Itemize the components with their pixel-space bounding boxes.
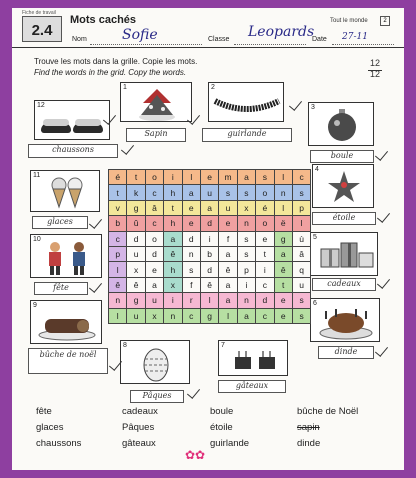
- grid-cell[interactable]: û: [127, 216, 145, 231]
- check-mark: [377, 275, 390, 289]
- picture-card-3: [308, 102, 374, 146]
- grid-cell[interactable]: a: [219, 293, 237, 308]
- grid-cell[interactable]: s: [292, 308, 310, 323]
- grid-cell[interactable]: k: [127, 185, 145, 200]
- grid-cell[interactable]: g: [127, 200, 145, 215]
- grid-cell[interactable]: d: [200, 216, 218, 231]
- grid-cell[interactable]: â: [292, 246, 310, 261]
- grid-cell[interactable]: ê: [219, 262, 237, 277]
- picture-card-10: [30, 234, 102, 278]
- grid-cell[interactable]: e: [274, 293, 292, 308]
- star-icon: [313, 165, 375, 209]
- grid-cell[interactable]: l: [292, 216, 310, 231]
- grid-row: [109, 200, 311, 215]
- grid-cell[interactable]: a: [182, 185, 200, 200]
- grid-cell[interactable]: p: [237, 262, 255, 277]
- grid-cell[interactable]: i: [256, 262, 274, 277]
- word-etoile: étoile: [210, 422, 233, 433]
- grid-cell[interactable]: n: [109, 293, 127, 308]
- worksheet: [12, 8, 404, 470]
- topic-label: Tout le monde: [330, 18, 368, 24]
- word-gateaux: gâteaux: [122, 438, 156, 449]
- answer-box-3[interactable]: boule: [310, 150, 374, 163]
- grid-cell[interactable]: c: [256, 277, 274, 292]
- grid-cell[interactable]: l: [200, 293, 218, 308]
- grid-row: [109, 246, 311, 261]
- grid-cell[interactable]: ê: [274, 262, 292, 277]
- cakes-icon: [219, 341, 289, 377]
- instruction-english: Find the words in the grid. Copy the words.: [34, 68, 187, 77]
- grid-cell[interactable]: g: [127, 293, 145, 308]
- word-guirlande: guirlande: [210, 438, 250, 449]
- grid-cell[interactable]: c: [256, 308, 274, 323]
- check-mark: [375, 147, 388, 161]
- grid-cell[interactable]: l: [182, 170, 200, 185]
- picture-number: 10: [33, 236, 41, 243]
- grid-cell[interactable]: l: [109, 262, 127, 277]
- grid-cell[interactable]: l: [219, 308, 237, 323]
- picture-card-4: [312, 164, 374, 208]
- grid-cell[interactable]: e: [182, 200, 200, 215]
- grid-cell[interactable]: g: [200, 308, 218, 323]
- worksheet-header: [12, 8, 404, 48]
- name-label: Nom: [72, 36, 87, 43]
- word-dinde: dinde: [297, 438, 321, 449]
- grid-cell[interactable]: m: [219, 170, 237, 185]
- grid-cell[interactable]: l: [274, 170, 292, 185]
- grid-cell[interactable]: u: [127, 246, 145, 261]
- date-line: [332, 44, 394, 45]
- grid-cell[interactable]: n: [237, 216, 255, 231]
- grid-cell[interactable]: u: [200, 185, 218, 200]
- answer-box-2[interactable]: guirlande: [202, 128, 292, 142]
- grid-cell[interactable]: d: [200, 262, 218, 277]
- grid-cell[interactable]: â: [145, 200, 163, 215]
- grid-cell[interactable]: s: [292, 185, 310, 200]
- grid-cell[interactable]: ê: [109, 277, 127, 292]
- grid-cell[interactable]: n: [237, 293, 255, 308]
- score-total: 12: [370, 69, 381, 79]
- grid-cell[interactable]: l: [109, 308, 127, 323]
- grid-cell[interactable]: e: [200, 170, 218, 185]
- grid-cell[interactable]: e: [145, 262, 163, 277]
- grid-cell[interactable]: q: [292, 262, 310, 277]
- grid-cell[interactable]: d: [145, 246, 163, 261]
- grid-row: [109, 185, 311, 200]
- picture-card-8: [120, 340, 190, 384]
- grid-cell[interactable]: p: [292, 200, 310, 215]
- grid-cell[interactable]: a: [219, 277, 237, 292]
- grid-cell[interactable]: l: [274, 200, 292, 215]
- grid-cell[interactable]: x: [145, 308, 163, 323]
- grid-cell[interactable]: é: [109, 170, 127, 185]
- picture-number: 6: [313, 300, 317, 307]
- picture-card-6: [310, 298, 380, 342]
- grid-cell[interactable]: c: [182, 308, 200, 323]
- name-field[interactable]: Sofie: [122, 27, 158, 43]
- grid-cell[interactable]: t: [256, 246, 274, 261]
- answer-box-7[interactable]: gâteaux: [218, 380, 286, 393]
- word-paques: Pâques: [122, 422, 155, 433]
- grid-cell[interactable]: i: [164, 293, 182, 308]
- instruction-french: Trouve les mots dans la grille. Copie les mots.: [34, 57, 198, 66]
- lesson-number-badge: 2.4: [22, 16, 62, 42]
- christmas-tree-icon: [121, 83, 193, 123]
- answer-box-10[interactable]: fête: [34, 282, 88, 295]
- grid-cell[interactable]: u: [127, 308, 145, 323]
- grid-cell[interactable]: o: [145, 170, 163, 185]
- picture-number: 12: [37, 102, 45, 109]
- grid-cell[interactable]: a: [219, 246, 237, 261]
- check-mark: [377, 209, 390, 223]
- grid-cell[interactable]: a: [237, 170, 255, 185]
- grid-cell[interactable]: a: [164, 231, 182, 246]
- grid-cell[interactable]: t: [109, 185, 127, 200]
- grid-cell[interactable]: b: [200, 246, 218, 261]
- picture-card-1: [120, 82, 192, 122]
- picture-number: 4: [315, 166, 319, 173]
- grid-cell[interactable]: t: [274, 277, 292, 292]
- grid-cell[interactable]: h: [164, 185, 182, 200]
- grid-cell[interactable]: o: [145, 231, 163, 246]
- yule-log-icon: [31, 301, 103, 345]
- date-label: Date: [312, 36, 327, 43]
- picture-number: 2: [211, 84, 215, 91]
- bauble-icon: [309, 103, 375, 147]
- page-title: Mots cachés: [70, 14, 137, 26]
- grid-cell[interactable]: p: [109, 246, 127, 261]
- grid-row: [109, 216, 311, 231]
- picture-card-7: [218, 340, 288, 376]
- gifts-icon: [311, 233, 379, 277]
- grid-cell[interactable]: n: [164, 308, 182, 323]
- grid-row: [109, 170, 311, 185]
- grid-cell[interactable]: x: [237, 200, 255, 215]
- picture-number: 9: [33, 302, 37, 309]
- word-buche-de-noel: bûche de Noël: [297, 406, 359, 417]
- grid-cell[interactable]: t: [127, 170, 145, 185]
- class-label: Classe: [208, 36, 230, 43]
- grid-cell[interactable]: u: [145, 293, 163, 308]
- word-glaces: glaces: [36, 422, 64, 433]
- grid-cell[interactable]: i: [200, 231, 218, 246]
- picture-number: 3: [311, 104, 315, 111]
- grid-cell[interactable]: o: [256, 185, 274, 200]
- grid-cell[interactable]: c: [292, 170, 310, 185]
- answer-box-8[interactable]: Pâques: [130, 390, 184, 403]
- grid-cell[interactable]: t: [164, 200, 182, 215]
- score-earned: 12: [370, 58, 381, 68]
- grid-cell[interactable]: s: [292, 293, 310, 308]
- grid-row: [109, 308, 311, 323]
- picture-number: 11: [33, 172, 41, 179]
- grid-cell[interactable]: n: [182, 246, 200, 261]
- picture-card-9: [30, 300, 102, 344]
- grid-cell[interactable]: c: [109, 231, 127, 246]
- grid-cell[interactable]: i: [237, 277, 255, 292]
- grid-cell[interactable]: ù: [292, 231, 310, 246]
- word-sapin: sapin: [297, 422, 320, 433]
- word-fete: fête: [36, 406, 52, 417]
- grid-cell[interactable]: x: [164, 277, 182, 292]
- grid-row: [109, 231, 311, 246]
- check-mark: [375, 343, 388, 357]
- picture-card-5: [310, 232, 378, 276]
- check-mark: [121, 141, 134, 155]
- answer-box-5[interactable]: cadeaux: [312, 278, 376, 291]
- topic-box: 2: [380, 16, 390, 26]
- grid-row: [109, 293, 311, 308]
- turkey-dinner-icon: [311, 299, 381, 343]
- class-field[interactable]: Leopards: [248, 24, 315, 40]
- grid-cell[interactable]: f: [182, 277, 200, 292]
- answer-box-9[interactable]: bûche de noël: [28, 348, 108, 374]
- grid-row: [109, 262, 311, 277]
- check-mark: [89, 279, 102, 293]
- grid-cell[interactable]: u: [219, 200, 237, 215]
- grid-cell[interactable]: ë: [274, 216, 292, 231]
- picture-card-12: [34, 100, 110, 140]
- grid-cell[interactable]: g: [274, 231, 292, 246]
- grid-cell[interactable]: s: [237, 231, 255, 246]
- answer-box-4[interactable]: étoile: [312, 212, 376, 225]
- grid-cell[interactable]: x: [127, 262, 145, 277]
- grid-cell[interactable]: ê: [200, 277, 218, 292]
- picture-card-2: [208, 82, 284, 122]
- grid-cell[interactable]: e: [274, 308, 292, 323]
- answer-box-11[interactable]: glaces: [32, 216, 88, 229]
- grid-cell[interactable]: o: [256, 216, 274, 231]
- grid-cell[interactable]: s: [237, 185, 255, 200]
- tinsel-garland-icon: [209, 83, 285, 123]
- grid-cell[interactable]: v: [109, 200, 127, 215]
- check-mark: [289, 97, 302, 111]
- grid-cell[interactable]: c: [145, 185, 163, 200]
- grid-cell[interactable]: ê: [164, 246, 182, 261]
- grid-cell[interactable]: b: [109, 216, 127, 231]
- answer-box-12[interactable]: chaussons: [28, 144, 118, 158]
- grid-cell[interactable]: d: [182, 231, 200, 246]
- answer-box-1[interactable]: Sapin: [126, 128, 186, 142]
- grid-cell[interactable]: i: [164, 170, 182, 185]
- grid-cell[interactable]: f: [219, 231, 237, 246]
- date-field[interactable]: 27-11: [342, 32, 368, 42]
- grid-cell[interactable]: a: [145, 277, 163, 292]
- picture-number: 5: [313, 234, 317, 241]
- picture-card-11: [30, 170, 100, 212]
- grid-cell[interactable]: s: [219, 185, 237, 200]
- fiche-label: Fiche de travail: [22, 10, 56, 16]
- grid-cell[interactable]: e: [219, 216, 237, 231]
- check-mark: [89, 215, 102, 229]
- grid-cell[interactable]: c: [145, 216, 163, 231]
- party-children-icon: [31, 235, 103, 279]
- grid-cell[interactable]: e: [182, 216, 200, 231]
- check-mark: [187, 385, 200, 399]
- word-search-grid: [108, 169, 311, 324]
- grid-cell[interactable]: d: [127, 231, 145, 246]
- grid-cell[interactable]: a: [200, 200, 218, 215]
- grid-cell[interactable]: s: [237, 246, 255, 261]
- grid-cell[interactable]: ê: [127, 277, 145, 292]
- mascot-icon: ✿✿: [184, 448, 206, 462]
- picture-number: 1: [123, 84, 127, 91]
- grid-cell[interactable]: e: [256, 231, 274, 246]
- grid-cell[interactable]: d: [256, 293, 274, 308]
- grid-cell[interactable]: n: [274, 185, 292, 200]
- grid-cell[interactable]: a: [237, 308, 255, 323]
- grid-cell[interactable]: s: [182, 262, 200, 277]
- grid-cell[interactable]: s: [256, 170, 274, 185]
- grid-row: [109, 277, 311, 292]
- answer-box-6[interactable]: dinde: [318, 346, 374, 359]
- word-chaussons: chaussons: [36, 438, 82, 449]
- picture-number: 8: [123, 342, 127, 349]
- word-boule: boule: [210, 406, 234, 417]
- grid-cell[interactable]: h: [164, 262, 182, 277]
- grid-cell[interactable]: r: [182, 293, 200, 308]
- ice-creams-icon: [31, 171, 101, 213]
- grid-cell[interactable]: a: [274, 246, 292, 261]
- word-cadeaux: cadeaux: [122, 406, 158, 417]
- grid-cell[interactable]: u: [292, 277, 310, 292]
- name-line: [90, 44, 202, 45]
- grid-cell[interactable]: h: [164, 216, 182, 231]
- grid-cell[interactable]: é: [256, 200, 274, 215]
- class-line: [234, 44, 306, 45]
- picture-number: 7: [221, 342, 225, 349]
- easter-egg-icon: [121, 341, 191, 385]
